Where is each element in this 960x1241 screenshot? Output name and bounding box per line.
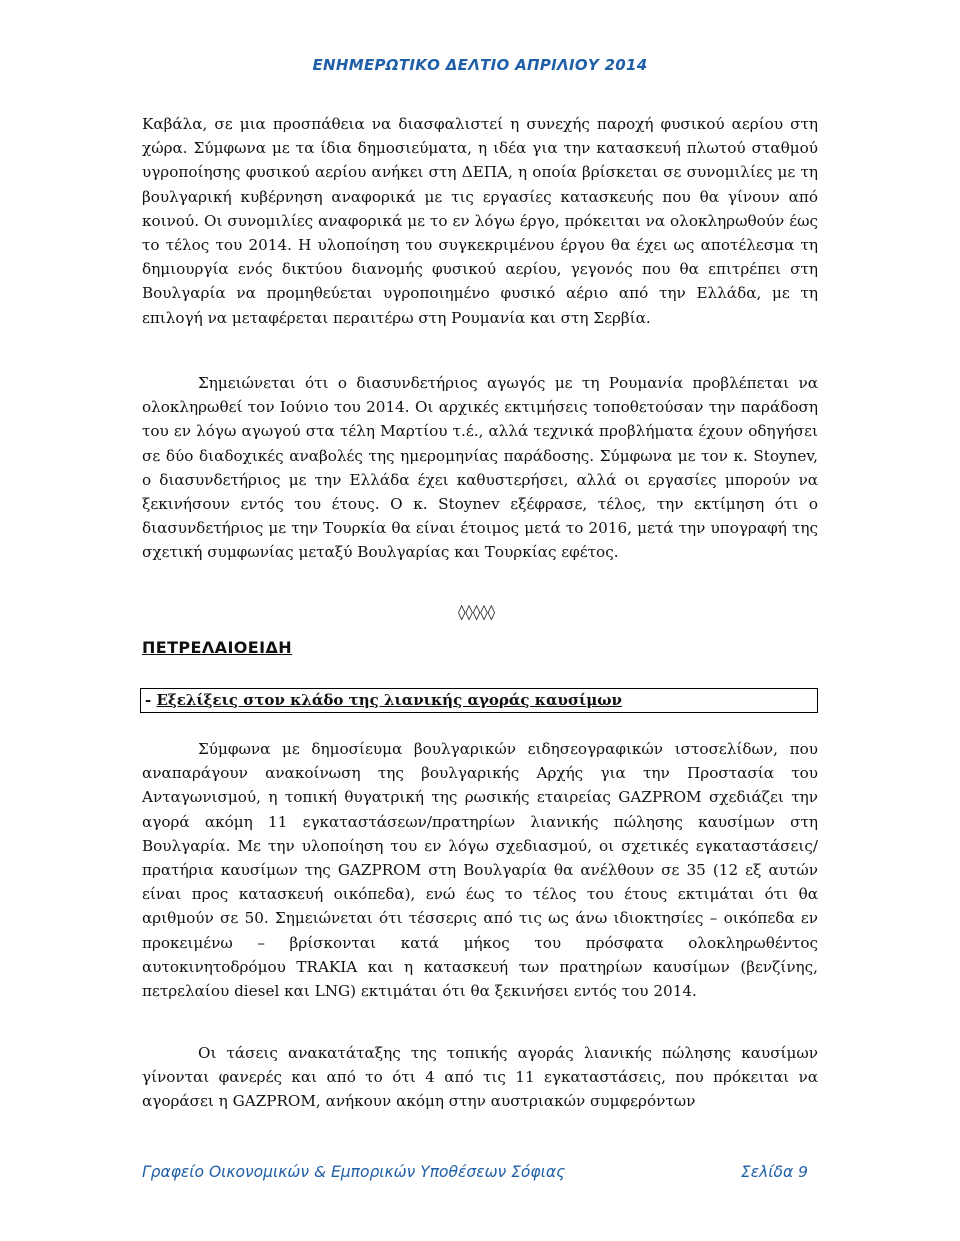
paragraph-1: Καβάλα, σε μια προσπάθεια να διασφαλιστεί η συνεχής παροχή φυσικού αερίου στη χώρα. Σύμφωνα με τα ίδια δημοσιεύματα, η ιδέα για την κατασκευή πλωτού σταθμού υγροποίησης φυσικού αερίου ανήκει στη ΔΕΠΑ, η οποία βρίσκεται σε συνομιλίες με τη βουλγαρική κυβέρνηση αναφορικά με τις εργασίες κατασκευής που θα γίνουν από κοινού. Οι συνομιλίες αναφορικά με το εν λόγω έργο, πρόκειται να ολοκληρωθούν έως το τέλος του 2014. Η υλοποίηση του συγκεκριμένου έργου θα έχει ως αποτέλεσμα τη δημιουργία ενός δικτύου διανομής φυσικού αερίου, γεγονός που θα επιτρέπει στη Βουλγαρία να προμηθεύεται υγροποιημένο φυσικό αέριο από την Ελλάδα, με τη επιλογή να μεταφέρεται περαιτέρω στη Ρουμανία και στη Σερβία. — [142, 115, 818, 327]
footer-office-name: Γραφείο Οικονομικών & Εμπορικών Υποθέσεων Σόφιας — [142, 1163, 566, 1181]
page-footer — [142, 1163, 808, 1181]
paragraph-3: Σύμφωνα με δημοσίευμα βουλγαρικών ειδησεογραφικών ιστοσελίδων, που αναπαράγουν ανακοίνωση της βουλγαρικής Αρχής για την Προστασία του Ανταγωνισμού, η τοπική θυγατρική της ρωσικής εταιρείας GAZPROM σχεδιάζει την αγορά ακόμη 11 εγκαταστάσεων/πρατηρίων λιανικής πώλησης καυσίμων στη Βουλγαρία. Με την υλοποίηση του εν λόγω σχεδιασμού, οι σχετικές εγκαταστάσεις/πρατήρια καυσίμων της GAZPROM στη Βουλγαρία θα ανέλθουν σε 35 (12 εξ αυτών είναι προς κατασκευή οικόπεδα), ενώ έως το τέλος του έτους εκτιμάται ότι θα αριθμούν σε 50. Σημειώνεται ότι τέσσερις από τις ως άνω ιδιοκτησίες – οικόπεδα εν προκειμένω – βρίσκονται κατά μήκος του πρόσφατα ολοκληρωθέντος αυτοκινητοδρόμου TRAKIA και η κατασκευή των πρατηρίων καυσίμων (βενζίνης, πετρελαίου diesel και LNG) εκτιμάται ότι θα ξεκινήσει εντός του 2014. — [142, 740, 818, 1001]
subsection-heading: Εξελίξεις στον κλάδο της λιανικής αγοράς καυσίμων — [156, 691, 622, 709]
subsection-heading-prefix: - — [145, 691, 157, 709]
paragraph-4: Οι τάσεις ανακατάταξης της τοπικής αγοράς λιανικής πώλησης καυσίμων γίνονται φανερές και από το ότι 4 από τις 11 εγκαταστάσεις, που πρόκειται να αγοράσει η GAZPROM, ανήκουν ακόμη στην αυστριακών συμφερόντων — [142, 1044, 818, 1111]
footer-page-number: Σελίδα 9 — [740, 1163, 808, 1181]
paragraph-2: Σημειώνεται ότι ο διασυνδετήριος αγωγός με τη Ρουμανία προβλέπεται να ολοκληρωθεί τον Ιούνιο του 2014. Οι αρχικές εκτιμήσεις τοποθετούσαν την παράδοση του εν λόγω αγωγού στα τέλη Μαρτίου τ.έ., αλλά τεχνικά προβλήματα έχουν οδηγήσει σε δύο διαδοχικές αναβολές της ημερομηνίας παράδοσης. Σύμφωνα με τον κ. Stoynev, ο διασυνδετήριος με την Ελλάδα έχει καθυστερήσει, αλλά οι εργασίες μπορούν να ξεκινήσουν εντός του έτους. Ο κ. Stoynev εξέφρασε, τέλος, την εκτίμηση ότι ο διασυνδετήριος με την Τουρκία θα είναι έτοιμος μετά το 2016, μετά την υπογραφή της σχετική συμφωνίας μεταξύ Βουλγαρίας και Τουρκίας εφέτος. — [142, 374, 818, 562]
diamond-separator-icon: ◊◊◊◊◊ — [458, 603, 496, 621]
section-title: ΠΕΤΡΕΛΑΙΟΕΙΔΗ — [142, 638, 293, 657]
page-header-title: ΕΝΗΜΕΡΩΤΙΚΟ ΔΕΛΤΙΟ ΑΠΡΙΛΙΟΥ 2014 — [312, 56, 648, 74]
subsection-heading-box — [140, 688, 818, 713]
